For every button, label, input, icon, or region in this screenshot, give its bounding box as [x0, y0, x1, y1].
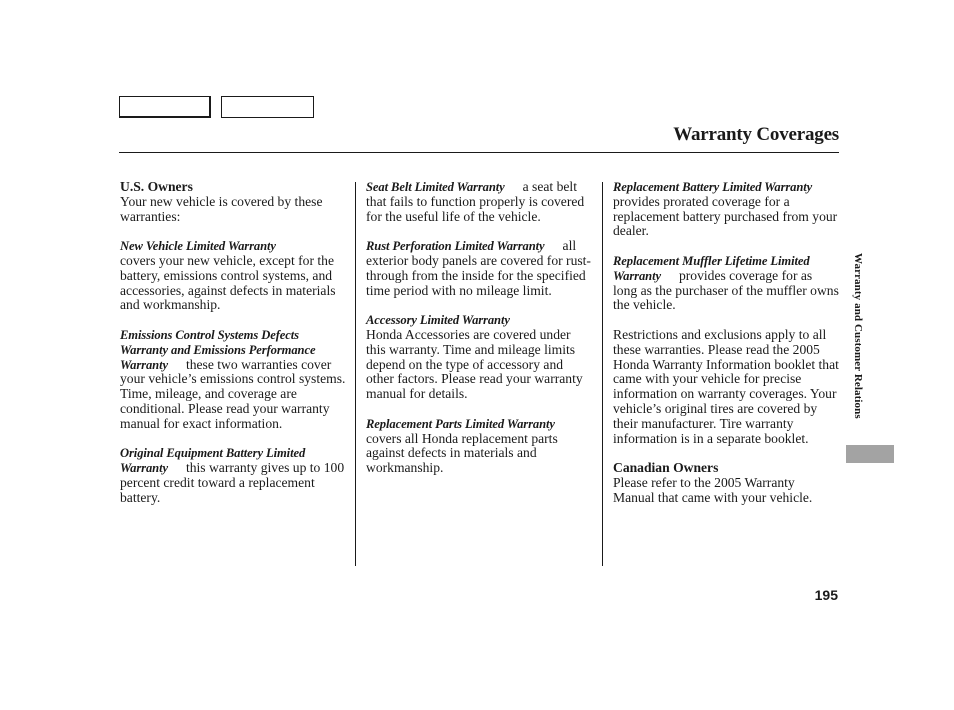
- new-vehicle-heading: New Vehicle Limited Warranty: [120, 239, 276, 254]
- canadian-heading: Canadian Owners: [613, 460, 719, 476]
- page-number: 195: [814, 587, 838, 603]
- emissions-heading: Emissions Control Systems Defects Warranty and Emissions Performance Warranty: [120, 327, 316, 372]
- restrictions-paragraph: [613, 328, 839, 446]
- rust-body: all exterior body panels are covered for rust-through from the inside for the specified time period with no mileage limit.: [366, 238, 591, 298]
- page-title: Warranty Coverages: [673, 124, 839, 145]
- battery-body: this warranty gives up to 100 percent credit toward a replacement battery.: [120, 460, 345, 505]
- us-owners-heading: U.S. Owners: [120, 179, 193, 194]
- side-tab-marker[interactable]: [846, 445, 894, 463]
- restrictions-body: Restrictions and exclusions apply to all these warranties. Please read the 2005 Honda Warranty Information booklet that came with your vehicle for precise information on warranty coverages. Your vehicle’s original tires are covered by their manufacturer. Tire warranty information is in a separate booklet.: [613, 326, 839, 446]
- accessory-heading: Accessory Limited Warranty: [366, 313, 510, 328]
- battery-heading: Original Equipment Battery Limited Warranty: [120, 446, 306, 476]
- column-divider-2: [602, 182, 603, 566]
- repl-battery-warranty: [613, 180, 839, 239]
- muffler-heading: Replacement Muffler Lifetime Limited Warranty: [613, 253, 810, 283]
- parts-body: covers all Honda replacement parts against defects in materials and workmanship.: [366, 430, 558, 476]
- accessory-body: Honda Accessories are covered under this warranty. Time and mileage limits depend on the type of accessory and other factors. Please read your warranty manual for details.: [366, 326, 583, 402]
- us-owners-body: Your new vehicle is covered by these warranties:: [120, 193, 323, 224]
- nav-box-previous[interactable]: [119, 96, 211, 118]
- side-tab-label: Warranty and Customer Relations: [852, 253, 864, 419]
- column-2: [366, 180, 592, 491]
- muffler-body: provides coverage for as long as the purchaser of the muffler owns the vehicle.: [613, 267, 839, 313]
- seat-belt-body: a seat belt that fails to function properly is covered for the useful life of the vehicle.: [366, 179, 585, 224]
- column-divider-1: [355, 182, 356, 566]
- parts-heading: Replacement Parts Limited Warranty: [366, 416, 555, 431]
- repl-battery-body: provides prorated coverage for a replacement battery purchased from your dealer.: [613, 193, 838, 239]
- new-vehicle-warranty: [120, 239, 348, 313]
- us-owners-section: [120, 180, 348, 224]
- parts-warranty: [366, 417, 592, 476]
- rust-heading: Rust Perforation Limited Warranty: [366, 239, 545, 254]
- column-3: [613, 180, 839, 520]
- seat-belt-heading: Seat Belt Limited Warranty: [366, 180, 505, 194]
- new-vehicle-body: covers your new vehicle, except for the battery, emissions control systems, and accessories, against defects in materials and workmanship.: [120, 252, 336, 313]
- title-divider: [119, 152, 839, 153]
- canadian-body: Please refer to the 2005 Warranty Manual that came with your vehicle.: [613, 474, 813, 505]
- rust-warranty: [366, 239, 592, 298]
- muffler-warranty: [613, 254, 839, 313]
- seat-belt-warranty: [366, 180, 592, 224]
- emissions-warranty: [120, 328, 348, 432]
- battery-warranty: [120, 446, 348, 505]
- column-1: [120, 180, 348, 520]
- repl-battery-heading: Replacement Battery Limited Warranty: [613, 180, 813, 194]
- accessory-warranty: [366, 313, 592, 402]
- canadian-owners-section: [613, 461, 839, 505]
- nav-box-next[interactable]: [221, 96, 314, 118]
- emissions-body: these two warranties cover your vehicle’s emissions control systems. Time, mileage, and coverage are conditional. Please read your warranty manual for exact information.: [120, 356, 346, 431]
